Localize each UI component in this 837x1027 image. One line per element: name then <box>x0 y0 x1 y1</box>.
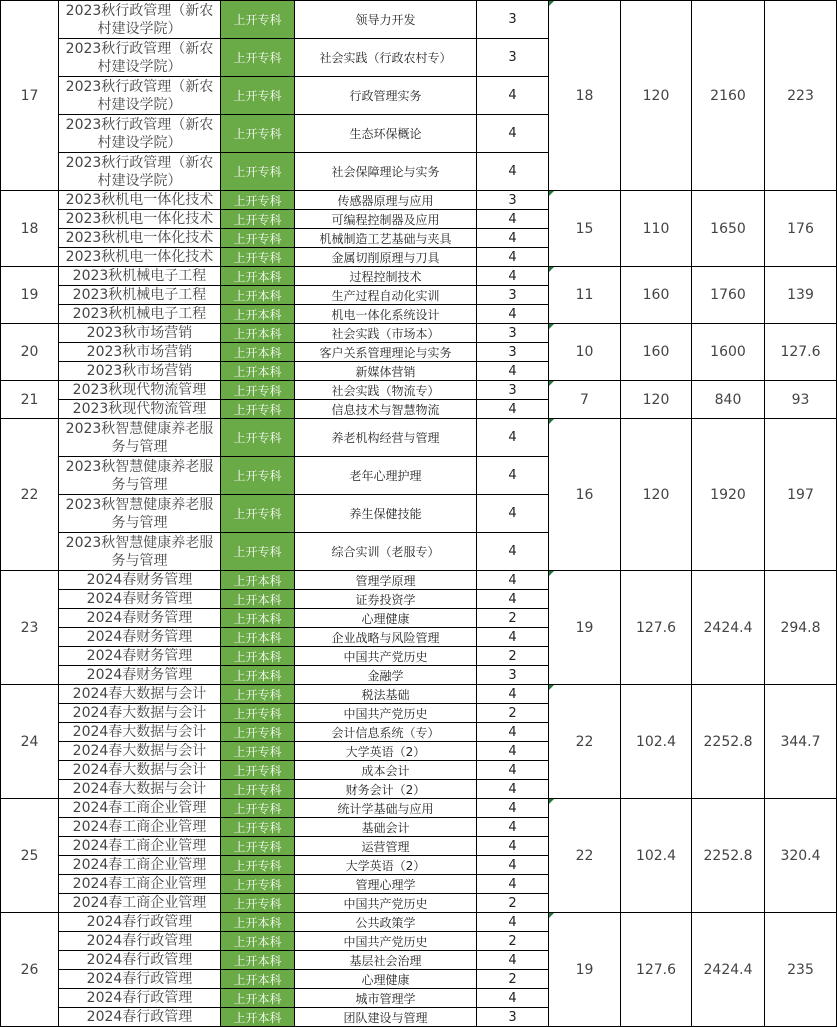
credit-value: 4 <box>477 628 549 647</box>
course-name: 社会实践（行政农村专） <box>295 39 477 77</box>
course-name: 成本会计 <box>295 761 477 780</box>
course-name: 证券投资学 <box>295 590 477 609</box>
credit-value: 3 <box>477 191 549 210</box>
row-index: 23 <box>1 571 59 685</box>
course-name: 团队建设与管理 <box>295 1008 477 1027</box>
credit-value: 4 <box>477 305 549 324</box>
credit-value: 4 <box>477 799 549 818</box>
last-column-value: 197 <box>765 419 837 571</box>
credit-value: 2 <box>477 647 549 666</box>
credit-value: 4 <box>477 685 549 704</box>
major-name: 2023秋市场营销 <box>59 362 221 381</box>
major-name: 2023秋智慧健康养老服务与管理 <box>59 495 221 533</box>
unit-price: 110 <box>621 191 692 267</box>
major-name: 2024春财务管理 <box>59 571 221 590</box>
row-index: 25 <box>1 799 59 913</box>
major-name: 2024春行政管理 <box>59 932 221 951</box>
credit-value: 4 <box>477 780 549 799</box>
credit-value: 4 <box>477 419 549 457</box>
student-count: 18 <box>549 1 621 191</box>
unit-price: 127.6 <box>621 913 692 1027</box>
credit-value: 4 <box>477 533 549 571</box>
credit-value: 4 <box>477 229 549 248</box>
program-type: 上开本科 <box>221 267 295 286</box>
course-name: 统计学基础与应用 <box>295 799 477 818</box>
credit-value: 3 <box>477 343 549 362</box>
course-name: 运营管理 <box>295 837 477 856</box>
row-index: 21 <box>1 381 59 419</box>
course-name: 机械制造工艺基础与夹具 <box>295 229 477 248</box>
program-type: 上开专科 <box>221 704 295 723</box>
program-type: 上开专科 <box>221 419 295 457</box>
course-name: 心理健康 <box>295 970 477 989</box>
last-column-value: 223 <box>765 1 837 191</box>
course-name: 过程控制技术 <box>295 267 477 286</box>
row-index: 19 <box>1 267 59 324</box>
row-index: 20 <box>1 324 59 381</box>
major-name: 2024春行政管理 <box>59 951 221 970</box>
program-type: 上开本科 <box>221 305 295 324</box>
major-name: 2024春财务管理 <box>59 609 221 628</box>
unit-price: 120 <box>621 1 692 191</box>
credit-value: 4 <box>477 913 549 932</box>
row-index: 18 <box>1 191 59 267</box>
credit-value: 2 <box>477 932 549 951</box>
program-type: 上开专科 <box>221 77 295 115</box>
course-name: 金属切削原理与刀具 <box>295 248 477 267</box>
row-index: 22 <box>1 419 59 571</box>
course-name: 传感器原理与应用 <box>295 191 477 210</box>
table-row <box>1 191 837 210</box>
major-name: 2023秋机械电子工程 <box>59 286 221 305</box>
program-type: 上开专科 <box>221 229 295 248</box>
program-type: 上开本科 <box>221 343 295 362</box>
major-name: 2023秋智慧健康养老服务与管理 <box>59 533 221 571</box>
course-name: 会计信息系统（专） <box>295 723 477 742</box>
course-name: 老年心理护理 <box>295 457 477 495</box>
program-type: 上开专科 <box>221 837 295 856</box>
program-type: 上开专科 <box>221 723 295 742</box>
major-name: 2024春大数据与会计 <box>59 780 221 799</box>
program-type: 上开专科 <box>221 818 295 837</box>
major-name: 2024春工商企业管理 <box>59 894 221 913</box>
student-count: 19 <box>549 913 621 1027</box>
major-name: 2023秋机械电子工程 <box>59 267 221 286</box>
unit-price: 102.4 <box>621 685 692 799</box>
last-column-value: 127.6 <box>765 324 837 381</box>
major-name: 2024春工商企业管理 <box>59 875 221 894</box>
program-type: 上开本科 <box>221 989 295 1008</box>
credit-value: 4 <box>477 761 549 780</box>
last-column-value: 176 <box>765 191 837 267</box>
credit-value: 4 <box>477 400 549 419</box>
major-name: 2024春行政管理 <box>59 1008 221 1027</box>
total-amount: 2252.8 <box>692 799 765 913</box>
program-type: 上开专科 <box>221 742 295 761</box>
course-name: 公共政策学 <box>295 913 477 932</box>
course-name: 大学英语（2） <box>295 856 477 875</box>
course-name: 基础会计 <box>295 818 477 837</box>
major-name: 2024春财务管理 <box>59 666 221 685</box>
unit-price: 120 <box>621 419 692 571</box>
last-column-value: 235 <box>765 913 837 1027</box>
program-type: 上开专科 <box>221 191 295 210</box>
total-amount: 2424.4 <box>692 913 765 1027</box>
program-type: 上开本科 <box>221 609 295 628</box>
program-type: 上开专科 <box>221 495 295 533</box>
course-name: 养生保健技能 <box>295 495 477 533</box>
course-name: 综合实训（老服专） <box>295 533 477 571</box>
course-name: 管理心理学 <box>295 875 477 894</box>
total-amount: 1920 <box>692 419 765 571</box>
course-name: 金融学 <box>295 666 477 685</box>
major-name: 2024春工商企业管理 <box>59 818 221 837</box>
table-row <box>1 324 837 343</box>
major-name: 2024春大数据与会计 <box>59 704 221 723</box>
major-name: 2023秋机电一体化技术 <box>59 229 221 248</box>
program-type: 上开本科 <box>221 913 295 932</box>
major-name: 2024春财务管理 <box>59 590 221 609</box>
table-body <box>1 1 837 1027</box>
major-name: 2023秋机电一体化技术 <box>59 248 221 267</box>
credit-value: 3 <box>477 324 549 343</box>
table-row <box>1 1 837 39</box>
course-name: 中国共产党历史 <box>295 932 477 951</box>
program-type: 上开本科 <box>221 951 295 970</box>
unit-price: 127.6 <box>621 571 692 685</box>
last-column-value: 320.4 <box>765 799 837 913</box>
program-type: 上开专科 <box>221 39 295 77</box>
student-count: 15 <box>549 191 621 267</box>
course-name: 基层社会治理 <box>295 951 477 970</box>
credit-value: 4 <box>477 989 549 1008</box>
program-type: 上开本科 <box>221 628 295 647</box>
course-name: 中国共产党历史 <box>295 647 477 666</box>
major-name: 2024春大数据与会计 <box>59 761 221 780</box>
program-type: 上开专科 <box>221 875 295 894</box>
student-count: 19 <box>549 571 621 685</box>
course-name: 行政管理实务 <box>295 77 477 115</box>
course-name: 领导力开发 <box>295 1 477 39</box>
program-type: 上开专科 <box>221 115 295 153</box>
program-type: 上开专科 <box>221 153 295 191</box>
credit-value: 3 <box>477 381 549 400</box>
credit-value: 3 <box>477 1 549 39</box>
major-name: 2023秋现代物流管理 <box>59 400 221 419</box>
student-count: 16 <box>549 419 621 571</box>
row-index: 17 <box>1 1 59 191</box>
table-row <box>1 419 837 457</box>
table-row <box>1 381 837 400</box>
credit-value: 4 <box>477 742 549 761</box>
credit-value: 4 <box>477 951 549 970</box>
credit-value: 4 <box>477 210 549 229</box>
credit-value: 4 <box>477 457 549 495</box>
total-amount: 1650 <box>692 191 765 267</box>
course-name: 心理健康 <box>295 609 477 628</box>
program-type: 上开专科 <box>221 761 295 780</box>
credit-value: 4 <box>477 818 549 837</box>
major-name: 2024春大数据与会计 <box>59 685 221 704</box>
credit-value: 4 <box>477 495 549 533</box>
major-name: 2023秋机电一体化技术 <box>59 210 221 229</box>
program-type: 上开本科 <box>221 666 295 685</box>
program-type: 上开本科 <box>221 970 295 989</box>
row-index: 26 <box>1 913 59 1027</box>
major-name: 2023秋机械电子工程 <box>59 305 221 324</box>
table-row <box>1 571 837 590</box>
course-name: 客户关系管理理论与实务 <box>295 343 477 362</box>
table-row <box>1 267 837 286</box>
student-count: 10 <box>549 324 621 381</box>
credit-value: 3 <box>477 666 549 685</box>
program-type: 上开本科 <box>221 932 295 951</box>
credit-value: 2 <box>477 704 549 723</box>
last-column-value: 344.7 <box>765 685 837 799</box>
credit-value: 3 <box>477 286 549 305</box>
major-name: 2024春行政管理 <box>59 989 221 1008</box>
major-name: 2023秋行政管理（新农村建设学院） <box>59 153 221 191</box>
program-type: 上开专科 <box>221 894 295 913</box>
credit-value: 4 <box>477 837 549 856</box>
course-name: 大学英语（2） <box>295 742 477 761</box>
course-name: 信息技术与智慧物流 <box>295 400 477 419</box>
program-type: 上开专科 <box>221 381 295 400</box>
credit-value: 4 <box>477 875 549 894</box>
major-name: 2024春大数据与会计 <box>59 742 221 761</box>
program-type: 上开本科 <box>221 590 295 609</box>
total-amount: 2424.4 <box>692 571 765 685</box>
major-name: 2023秋智慧健康养老服务与管理 <box>59 419 221 457</box>
major-name: 2023秋智慧健康养老服务与管理 <box>59 457 221 495</box>
program-type: 上开专科 <box>221 856 295 875</box>
credit-value: 3 <box>477 39 549 77</box>
credit-value: 4 <box>477 248 549 267</box>
unit-price: 102.4 <box>621 799 692 913</box>
credit-value: 2 <box>477 970 549 989</box>
credit-value: 4 <box>477 115 549 153</box>
course-name: 社会实践（市场本） <box>295 324 477 343</box>
credit-value: 4 <box>477 77 549 115</box>
credit-value: 4 <box>477 856 549 875</box>
major-name: 2024春财务管理 <box>59 647 221 666</box>
credit-value: 4 <box>477 153 549 191</box>
last-column-value: 93 <box>765 381 837 419</box>
major-name: 2023秋市场营销 <box>59 324 221 343</box>
program-type: 上开本科 <box>221 324 295 343</box>
unit-price: 120 <box>621 381 692 419</box>
major-name: 2023秋机电一体化技术 <box>59 191 221 210</box>
program-type: 上开专科 <box>221 210 295 229</box>
course-name: 城市管理学 <box>295 989 477 1008</box>
total-amount: 2160 <box>692 1 765 191</box>
row-index: 24 <box>1 685 59 799</box>
course-name: 机电一体化系统设计 <box>295 305 477 324</box>
major-name: 2023秋行政管理（新农村建设学院） <box>59 39 221 77</box>
major-name: 2024春行政管理 <box>59 970 221 989</box>
program-type: 上开专科 <box>221 1 295 39</box>
table-row <box>1 799 837 818</box>
course-name: 新媒体营销 <box>295 362 477 381</box>
course-name: 企业战略与风险管理 <box>295 628 477 647</box>
major-name: 2024春行政管理 <box>59 913 221 932</box>
student-count: 7 <box>549 381 621 419</box>
major-name: 2024春工商企业管理 <box>59 837 221 856</box>
course-name: 社会实践（物流专） <box>295 381 477 400</box>
program-type: 上开本科 <box>221 647 295 666</box>
major-name: 2024春工商企业管理 <box>59 856 221 875</box>
course-name: 生态环保概论 <box>295 115 477 153</box>
course-name: 税法基础 <box>295 685 477 704</box>
major-name: 2023秋行政管理（新农村建设学院） <box>59 1 221 39</box>
total-amount: 1760 <box>692 267 765 324</box>
total-amount: 840 <box>692 381 765 419</box>
program-type: 上开本科 <box>221 362 295 381</box>
program-type: 上开专科 <box>221 685 295 704</box>
program-type: 上开专科 <box>221 400 295 419</box>
major-name: 2024春大数据与会计 <box>59 723 221 742</box>
major-name: 2024春财务管理 <box>59 628 221 647</box>
program-type: 上开本科 <box>221 286 295 305</box>
course-name: 中国共产党历史 <box>295 704 477 723</box>
table-row <box>1 913 837 932</box>
credit-value: 4 <box>477 571 549 590</box>
total-amount: 2252.8 <box>692 685 765 799</box>
major-name: 2023秋行政管理（新农村建设学院） <box>59 115 221 153</box>
credit-value: 4 <box>477 590 549 609</box>
credit-value: 3 <box>477 1008 549 1027</box>
program-type: 上开本科 <box>221 1008 295 1027</box>
program-type: 上开专科 <box>221 533 295 571</box>
program-type: 上开专科 <box>221 248 295 267</box>
program-type: 上开专科 <box>221 780 295 799</box>
major-name: 2024春工商企业管理 <box>59 799 221 818</box>
course-name: 中国共产党历史 <box>295 894 477 913</box>
credit-value: 2 <box>477 609 549 628</box>
course-name: 可编程控制器及应用 <box>295 210 477 229</box>
course-name: 财务会计（2） <box>295 780 477 799</box>
student-count: 22 <box>549 799 621 913</box>
credit-value: 4 <box>477 362 549 381</box>
major-name: 2023秋现代物流管理 <box>59 381 221 400</box>
last-column-value: 139 <box>765 267 837 324</box>
program-type: 上开专科 <box>221 457 295 495</box>
course-name: 养老机构经营与管理 <box>295 419 477 457</box>
course-name: 管理学原理 <box>295 571 477 590</box>
course-name: 社会保障理论与实务 <box>295 153 477 191</box>
table-row <box>1 685 837 704</box>
student-count: 22 <box>549 685 621 799</box>
unit-price: 160 <box>621 267 692 324</box>
program-type: 上开本科 <box>221 571 295 590</box>
major-name: 2023秋市场营销 <box>59 343 221 362</box>
major-name: 2023秋行政管理（新农村建设学院） <box>59 77 221 115</box>
credit-value: 4 <box>477 723 549 742</box>
program-type: 上开专科 <box>221 799 295 818</box>
course-name: 生产过程自动化实训 <box>295 286 477 305</box>
last-column-value: 294.8 <box>765 571 837 685</box>
unit-price: 160 <box>621 324 692 381</box>
credit-value: 2 <box>477 894 549 913</box>
student-count: 11 <box>549 267 621 324</box>
total-amount: 1600 <box>692 324 765 381</box>
credit-value: 4 <box>477 267 549 286</box>
